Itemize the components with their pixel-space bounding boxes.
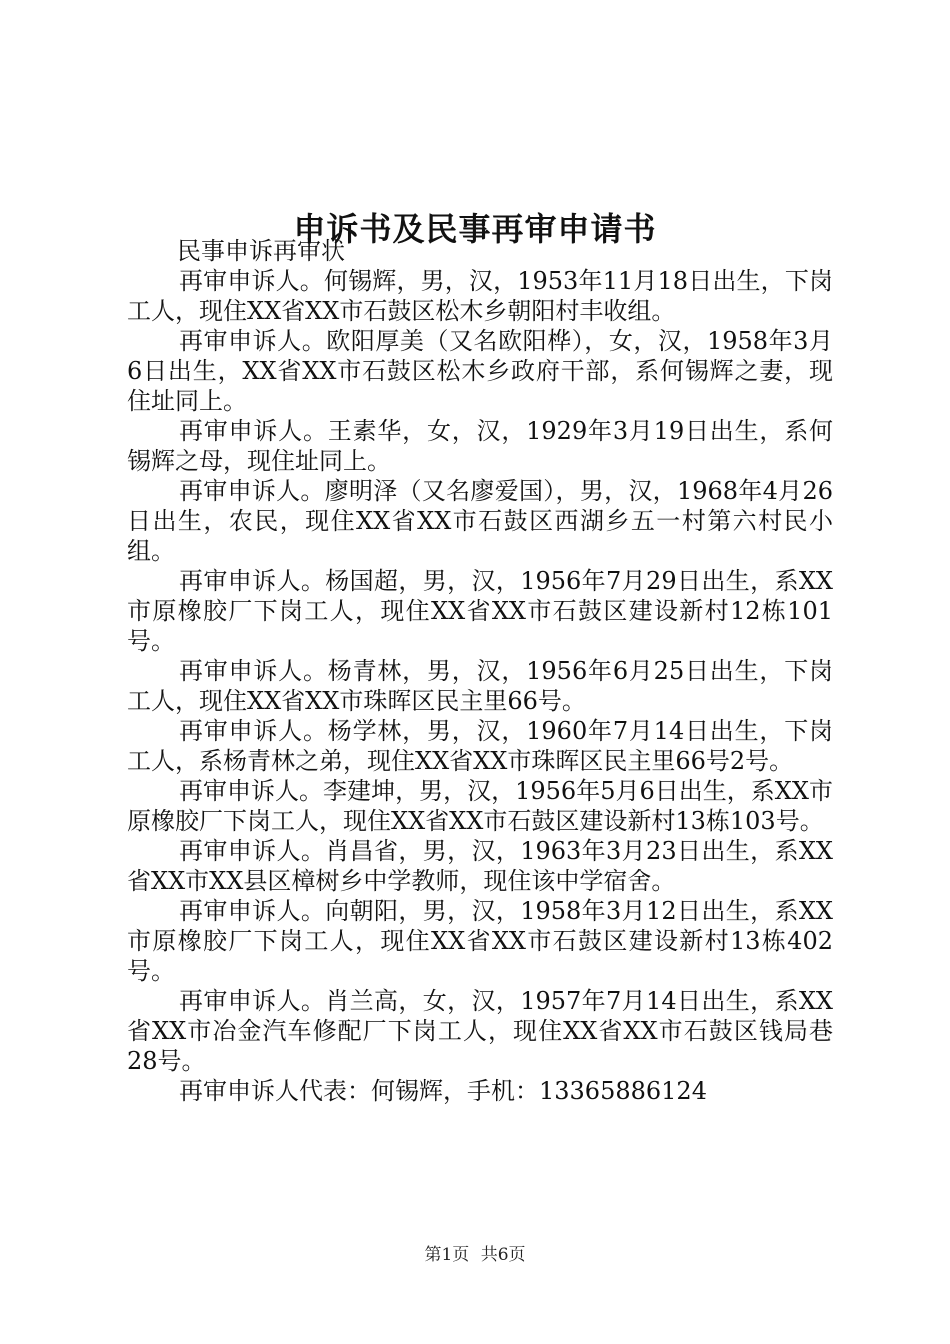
representative-contact: 再审申诉人代表：何锡辉，手机：13365886124	[179, 1077, 707, 1105]
document-subtitle: 民事申诉再审状	[177, 237, 345, 265]
petitioner-paragraph: 再审申诉人。肖昌省，男，汉，1963年3月23日出生，系XX省XX市XX县区樟树乡中学教师，现住该中学宿舍。	[127, 837, 833, 895]
page-total: 共6页	[480, 1245, 526, 1265]
petitioner-paragraph: 再审申诉人。向朝阳，男，汉，1958年3月12日出生，系XX市原橡胶厂下岗工人，现住XX省XX市石鼓区建设新村13栋402号。	[127, 897, 833, 985]
petitioner-paragraph: 再审申诉人。何锡辉，男，汉，1953年11月18日出生，下岗工人，现住XX省XX市石鼓区松木乡朝阳村丰收组。	[127, 267, 833, 325]
petitioner-paragraph: 再审申诉人。杨国超，男，汉，1956年7月29日出生，系XX市原橡胶厂下岗工人，现住XX省XX市石鼓区建设新村12栋101号。	[127, 567, 833, 655]
petitioner-paragraph: 再审申诉人。欧阳厚美（又名欧阳桦），女，汉，1958年3月6日出生，XX省XX市石鼓区松木乡政府干部，系何锡辉之妻，现住址同上。	[127, 327, 833, 415]
page-footer	[0, 1243, 950, 1267]
petitioner-paragraph: 再审申诉人。廖明泽（又名廖爱国），男，汉，1968年4月26日出生，农民，现住XX省XX市石鼓区西湖乡五一村第六村民小组。	[127, 477, 833, 565]
petitioner-paragraph: 再审申诉人。王素华，女，汉，1929年3月19日出生，系何锡辉之母，现住址同上。	[127, 417, 833, 475]
petitioner-paragraph: 再审申诉人。杨青林，男，汉，1956年6月25日出生，下岗工人，现住XX省XX市珠晖区民主里66号。	[127, 657, 833, 715]
document-title: 申诉书及民事再审申请书	[293, 210, 657, 249]
document-body	[127, 236, 833, 1106]
petitioner-paragraph: 再审申诉人。李建坤，男，汉，1956年5月6日出生，系XX市原橡胶厂下岗工人，现住XX省XX市石鼓区建设新村13栋103号。	[127, 777, 833, 835]
page-number: 第1页	[424, 1245, 470, 1265]
petitioner-paragraph: 再审申诉人。肖兰高，女，汉，1957年7月14日出生，系XX省XX市冶金汽车修配厂下岗工人，现住XX省XX市石鼓区钱局巷28号。	[127, 987, 833, 1075]
petitioner-paragraph: 再审申诉人。杨学林，男，汉，1960年7月14日出生，下岗工人，系杨青林之弟，现住XX省XX市珠晖区民主里66号2号。	[127, 717, 833, 775]
